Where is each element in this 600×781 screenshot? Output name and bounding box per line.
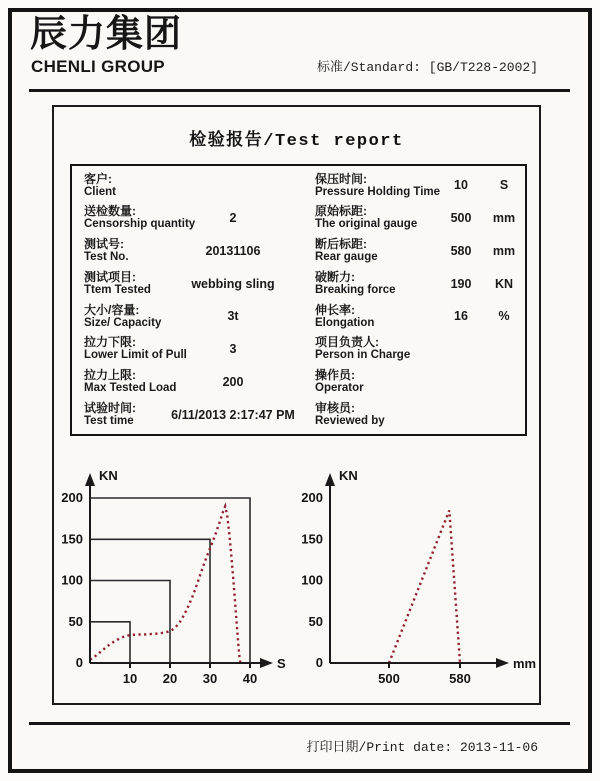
standard-line: [317, 56, 538, 75]
data-table: [70, 164, 527, 436]
field-label: [315, 204, 417, 232]
field-value: 3: [229, 342, 237, 357]
table-row: [84, 333, 306, 366]
x-axis-unit-label: S: [277, 656, 286, 671]
force-time-chart: [55, 460, 305, 700]
field-label-cn: 客户:: [84, 171, 112, 186]
field-value: webbing sling: [191, 276, 275, 291]
field-label: [315, 270, 396, 298]
y-tick-label: 50: [68, 613, 83, 629]
x-axis-arrow-icon: [260, 658, 273, 668]
y-tick-label: 200: [301, 490, 323, 505]
field-label-en: Pressure Holding Time: [315, 185, 441, 198]
x-tick-label: 20: [162, 671, 178, 686]
y-axis-arrow-icon: [85, 473, 95, 486]
field-label-en: Censorship quantity: [84, 218, 196, 231]
field-label-en: Person in Charge: [315, 349, 411, 362]
table-row: [315, 398, 523, 431]
field-label-en: Lower Limit of Pull: [84, 349, 187, 362]
field-value: 500: [450, 211, 472, 226]
x-tick-label: 500: [378, 671, 400, 686]
field-unit: mm: [492, 243, 516, 258]
field-value: 580: [450, 243, 472, 258]
field-value: 16: [454, 309, 468, 324]
field-label-cn: 测试号:: [84, 237, 124, 252]
standard-value: [GB/T228-2002]: [428, 60, 538, 75]
x-tick-label: 40: [242, 671, 258, 686]
field-label-cn: 送检数量:: [84, 204, 136, 219]
footer-divider: [29, 722, 570, 725]
table-row: [315, 300, 523, 333]
field-label-en: Reviewed by: [315, 414, 385, 427]
table-row: [84, 366, 306, 399]
field-value: 2: [229, 211, 237, 226]
test-curve: [389, 510, 460, 663]
y-axis-arrow-icon: [325, 473, 335, 486]
standard-label: 标准/Standard:: [316, 60, 421, 75]
field-label: [84, 172, 116, 200]
field-label-en: Max Tested Load: [84, 382, 177, 395]
field-value: 200: [222, 374, 244, 389]
test-curve: [90, 506, 240, 663]
field-label-cn: 操作员:: [315, 368, 355, 383]
field-label-en: Elongation: [315, 316, 375, 329]
table-row: [315, 333, 523, 366]
print-date-label: 打印日期/Print date:: [306, 740, 453, 755]
x-tick-label: 10: [122, 671, 138, 686]
field-value: 3t: [227, 309, 239, 324]
field-label-cn: 保压时间:: [315, 171, 367, 186]
table-column-left: [84, 169, 306, 431]
field-label: [315, 172, 440, 200]
table-column-right: [315, 169, 523, 431]
company-logo-english: CHENLI GROUP: [31, 57, 165, 76]
field-label-cn: 伸长率:: [315, 302, 355, 317]
print-date-line: [307, 736, 538, 755]
y-tick-label: 100: [301, 572, 323, 588]
field-label: [315, 401, 385, 429]
field-unit: mm: [492, 211, 516, 226]
table-row: [84, 267, 306, 300]
field-label-cn: 破断力:: [315, 269, 355, 284]
field-label-en: Client: [84, 185, 116, 198]
field-label-en: Breaking force: [315, 283, 396, 296]
field-label: [84, 270, 151, 298]
header-divider: [29, 89, 570, 92]
field-value: 10: [454, 178, 468, 193]
field-label: [84, 303, 161, 331]
table-row: [315, 202, 523, 235]
x-axis-arrow-icon: [496, 658, 509, 668]
table-row: [84, 300, 306, 333]
y-tick-label: 0: [315, 655, 323, 670]
field-unit: S: [499, 178, 509, 193]
field-label-en: The original gauge: [315, 218, 418, 231]
y-axis-unit-label: KN: [339, 468, 358, 483]
field-value: 6/11/2013 2:17:47 PM: [171, 407, 295, 422]
print-date-value: 2013-11-06: [459, 740, 538, 755]
table-row: [315, 366, 523, 399]
field-label: [315, 303, 374, 331]
field-label: [84, 401, 136, 429]
table-row: [315, 235, 523, 268]
field-label: [84, 237, 129, 265]
report-title: 检验报告/Test report: [189, 132, 404, 151]
x-tick-label: 580: [449, 671, 471, 686]
field-label-en: Size/ Capacity: [84, 316, 162, 329]
y-tick-label: 150: [61, 531, 83, 547]
field-label-en: Test time: [84, 414, 134, 427]
field-label-en: Operator: [315, 382, 364, 395]
field-unit: KN: [494, 276, 514, 291]
field-label-cn: 原始标距:: [315, 204, 367, 219]
field-label-cn: 断后标距:: [315, 237, 367, 252]
y-tick-label: 100: [61, 572, 83, 588]
field-label: [315, 368, 364, 396]
field-label-en: Rear gauge: [315, 251, 378, 264]
field-label-en: Test No.: [84, 251, 129, 264]
field-label-cn: 审核员:: [315, 400, 355, 415]
table-row: [84, 235, 306, 268]
field-label-cn: 拉力下限:: [84, 335, 136, 350]
table-row: [84, 202, 306, 235]
field-value: 20131106: [205, 243, 261, 258]
field-label-cn: 大小/容量:: [84, 302, 140, 317]
y-tick-label: 50: [308, 613, 323, 629]
y-tick-label: 200: [61, 490, 83, 505]
y-tick-label: 150: [301, 531, 323, 547]
table-row: [315, 169, 523, 202]
force-elongation-chart: [300, 460, 550, 700]
field-unit: %: [498, 309, 510, 324]
field-label-cn: 试验时间:: [84, 400, 136, 415]
x-tick-label: 30: [202, 671, 218, 686]
field-label-cn: 拉力上限:: [84, 368, 136, 383]
field-label-cn: 测试项目:: [84, 269, 136, 284]
table-row: [315, 267, 523, 300]
report-box: [52, 105, 541, 705]
field-label-en: Ttem Tested: [84, 283, 151, 296]
field-label: [315, 335, 410, 363]
field-label-cn: 项目负责人:: [315, 335, 379, 350]
y-axis-unit-label: KN: [99, 468, 118, 483]
field-value: 190: [450, 276, 472, 291]
y-tick-label: 0: [75, 655, 83, 670]
table-row: [84, 169, 306, 202]
field-label: [315, 237, 378, 265]
x-axis-unit-label: mm: [513, 656, 537, 671]
company-logo-chinese: 辰力集团: [30, 13, 182, 54]
table-row: [84, 398, 306, 431]
